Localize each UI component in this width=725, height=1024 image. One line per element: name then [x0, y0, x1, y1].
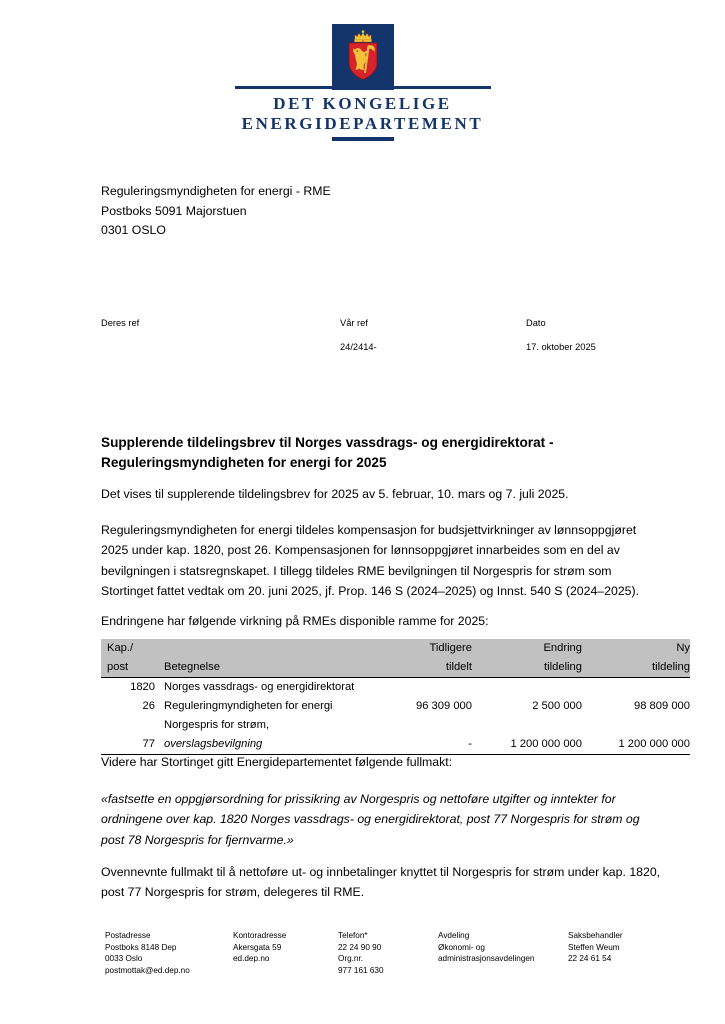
footer-column-avdeling — [438, 930, 568, 976]
document-title: Supplerende tildelingsbrev til Norges vassdrags- og energidirektorat - Reguleringsmyndigheten for energi for 2025 — [101, 435, 554, 470]
paragraph-5-quote: «fastsette en oppgjørsordning for prissikring av Norgespris og nettoføre utgifter og inntekter for ordningene over kap. 1820 Norges vassdrags- og energidirektorat, post 77 Norgespris for strøm og post 78 Norgespris for fjernvarme.» — [101, 792, 640, 847]
cell-betegnelse-text: Reguleringmyndigheten for energi — [164, 700, 333, 712]
ministry-name-line2: ENERGIDEPARTEMENT — [241, 114, 484, 133]
recipient-address — [101, 182, 663, 241]
header-endring-line1: Endring — [478, 639, 588, 658]
header-betegnelse-line2: Betegnelse — [155, 658, 368, 678]
cell-betegnelse-italic: overslagsbevilgning — [164, 738, 263, 750]
reference-block — [101, 316, 663, 354]
header-tildeling-line2: tildeling — [478, 658, 588, 678]
footer-column-telefon — [338, 930, 438, 976]
cell-ny — [588, 678, 690, 698]
cell-endring: 1 200 000 000 — [478, 716, 588, 755]
header-post-line2: post — [101, 658, 155, 678]
footer-kontoradresse-web[interactable]: ed.dep.no — [233, 954, 270, 964]
page-footer — [105, 930, 675, 976]
allocation-table-wrapper — [101, 639, 690, 755]
var-ref-value: 24/2414- — [340, 342, 377, 352]
footer-kontoradresse-label: Kontoradresse — [233, 931, 287, 940]
header-tidligere-line1: Tidligere — [368, 639, 478, 658]
recipient-line-3: 0301 OSLO — [101, 223, 166, 237]
footer-column-saksbehandler — [568, 930, 675, 976]
norwegian-crest-svg — [343, 29, 383, 81]
header-betegnelse-line1 — [155, 639, 368, 658]
footer-kontoradresse-line1: Akersgata 59 — [233, 942, 282, 952]
footer-avdeling-line2: administrasjonsavdelingen — [438, 954, 535, 964]
paragraph-6: Ovennevnte fullmakt til å nettoføre ut- og innbetalinger knyttet til Norgespris for strøm under kap. 1820, post 77 Norgespris for strøm, delegeres til RME. — [101, 865, 661, 900]
cell-tidligere: 96 309 000 — [416, 700, 472, 712]
cell-ny: 98 809 000 — [634, 700, 690, 712]
footer-orgnr-value: 977 161 630 — [338, 965, 384, 975]
dato-column — [526, 316, 663, 354]
ministry-name — [0, 94, 725, 134]
footer-orgnr-label: Org.nr. — [338, 954, 364, 964]
header-ny-line1: Ny — [588, 639, 690, 658]
table-row — [101, 678, 690, 698]
var-ref-column — [340, 316, 526, 354]
deres-ref-column — [101, 316, 340, 354]
allocation-table-body — [101, 678, 690, 755]
ministry-name-line1: DET KONGELIGE — [273, 94, 452, 113]
cell-endring — [478, 678, 588, 698]
footer-saksbehandler-name: Steffen Weum — [568, 942, 620, 952]
cell-tidligere: - — [368, 716, 478, 755]
coat-of-arms-icon — [332, 24, 394, 86]
cell-kap: 1820 — [130, 681, 155, 693]
footer-telefon-label: Telefon* — [338, 931, 368, 940]
footer-avdeling-label: Avdeling — [438, 931, 470, 940]
footer-postadresse-label: Postadresse — [105, 931, 151, 940]
cell-kap: 77 — [101, 716, 155, 755]
cell-tidligere — [368, 678, 478, 698]
footer-avdeling-line1: Økonomi- og — [438, 942, 485, 952]
footer-postadresse-email[interactable]: postmottak@ed.dep.no — [105, 965, 190, 975]
recipient-line-1: Reguleringsmyndigheten for energi - RME — [101, 184, 331, 198]
footer-saksbehandler-label: Saksbehandler — [568, 931, 623, 940]
dato-value: 17. oktober 2025 — [526, 342, 596, 352]
cell-endring: 2 500 000 — [532, 700, 582, 712]
paragraph-4: Videre har Stortinget gitt Energidepartementet følgende fullmakt: — [101, 755, 453, 769]
cell-betegnelse-text: Norgespris for strøm, — [164, 719, 270, 731]
dato-label: Dato — [526, 318, 546, 328]
paragraph-1: Det vises til supplerende tildelingsbrev for 2025 av 5. februar, 10. mars og 7. juli 2025. — [101, 487, 569, 501]
logo-rule-top — [235, 86, 491, 89]
recipient-line-2: Postboks 5091 Majorstuen — [101, 203, 247, 218]
paragraph-2: Reguleringsmyndigheten for energi tildeles kompensasjon for budsjettvirkninger av lønnsoppgjøret 2025 under kap. 1820, post 26. Kompensasjonen for lønnsoppgjøret innarbeides som en del av bevilgningen i statsregnskapet. I tillegg tildeles RME bevilgningen til Norgespris for strøm som Stortinget fattet vedtak om 20. juni 2025, jf. Prop. 146 S (2024–2025) og Innst. 540 S (2024–2025). — [101, 523, 640, 599]
logo-rule-bottom — [332, 137, 394, 141]
cell-betegnelse — [155, 678, 368, 698]
header-ny-tildeling-line2: tildeling — [588, 658, 690, 678]
var-ref-label: Vår ref — [340, 318, 368, 328]
allocation-table-head — [101, 639, 690, 678]
cell-betegnelse-text: Norges vassdrags- og energidirektorat — [164, 681, 355, 693]
table-row — [101, 716, 690, 755]
paragraph-3: Endringene har følgende virkning på RMEs disponible ramme for 2025: — [101, 614, 489, 628]
footer-telefon-number: 22 24 90 90 — [338, 942, 382, 952]
cell-betegnelse — [155, 716, 368, 755]
footer-postadresse-line1: Postboks 8148 Dep — [105, 942, 177, 952]
cell-ny: 1 200 000 000 — [588, 716, 690, 755]
table-header-row-1 — [101, 639, 690, 658]
cell-kap: 26 — [142, 700, 155, 712]
cell-betegnelse — [155, 697, 368, 716]
footer-column-kontoradresse — [233, 930, 338, 976]
footer-saksbehandler-phone: 22 24 61 54 — [568, 954, 612, 964]
footer-postadresse-line2: 0033 Oslo — [105, 954, 143, 964]
table-row — [101, 697, 690, 716]
header-kap-line1: Kap./ — [101, 639, 155, 658]
header-tildelt-line2: tildelt — [368, 658, 478, 678]
table-header-row-2 — [101, 658, 690, 678]
deres-ref-label: Deres ref — [101, 318, 140, 328]
footer-column-postadresse — [105, 930, 233, 976]
ministry-logo — [0, 24, 725, 141]
allocation-table — [101, 639, 690, 755]
